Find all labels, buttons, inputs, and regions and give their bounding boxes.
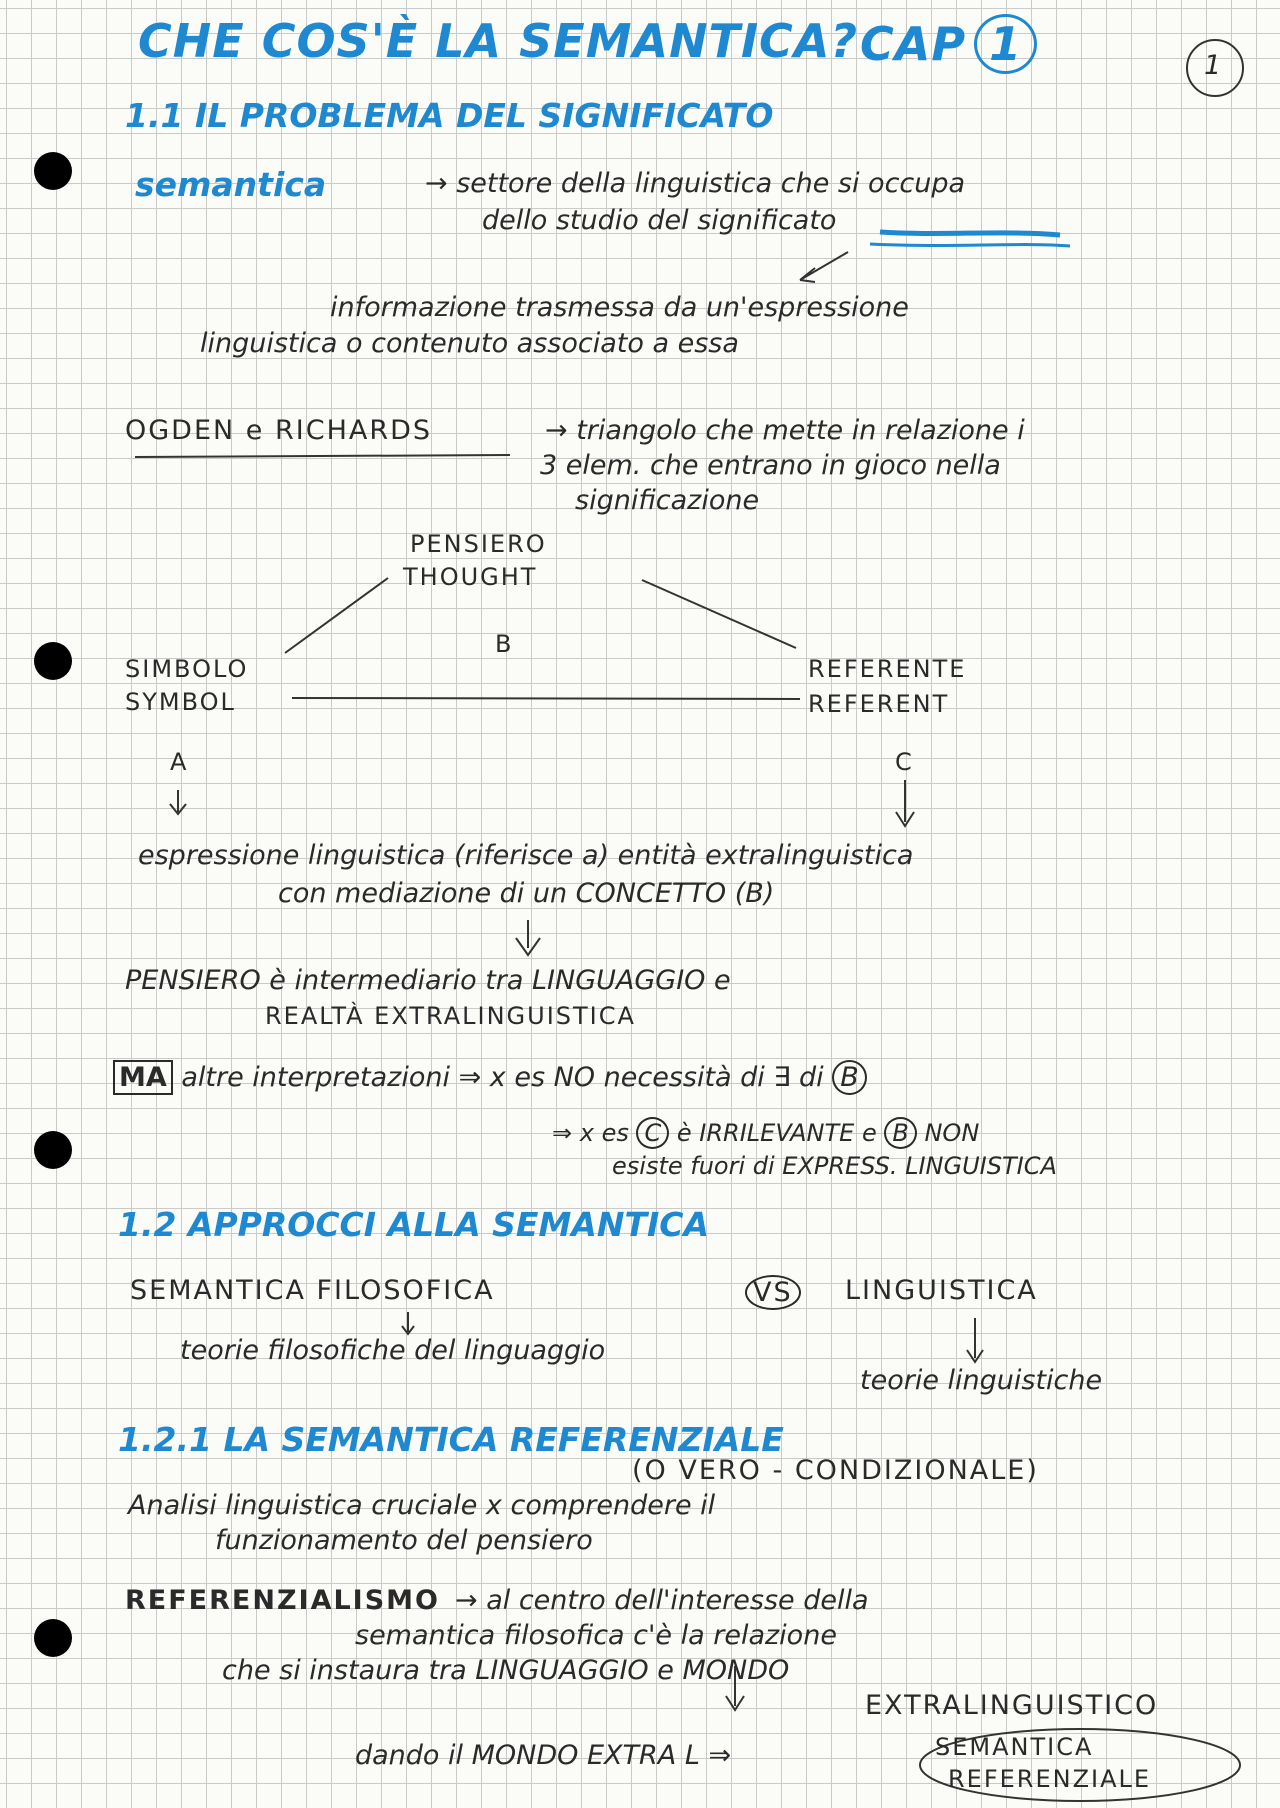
- section-1-2-1-heading: 1.2.1 LA SEMANTICA REFERENZIALE: [118, 1420, 784, 1459]
- semantica-definition-line2: dello studio del significato: [482, 205, 837, 236]
- ref-line1: → al centro dell'interesse della: [455, 1585, 869, 1616]
- ma-line: [113, 1060, 867, 1095]
- chapter-label: [860, 14, 1037, 74]
- semantica-circled: SEMANTICA: [935, 1733, 1094, 1761]
- ma2-prefix: ⇒ x es: [552, 1119, 629, 1147]
- triangle-right-letter: C: [895, 748, 914, 776]
- info-line2: linguistica o contenuto associato a essa: [200, 328, 739, 359]
- binder-hole-3: [34, 1131, 72, 1169]
- referenzialismo-label: REFERENZIALISMO: [125, 1585, 440, 1616]
- teorie-filosofiche: teorie filosofiche del linguaggio: [180, 1335, 606, 1366]
- analisi-line1: Analisi linguistica cruciale x comprendere il: [128, 1490, 716, 1521]
- ma-text: altre interpretazioni ⇒ x es NO necessità di ∃ di: [181, 1062, 824, 1093]
- vs-label: VS: [745, 1275, 801, 1310]
- ref-line4: EXTRALINGUISTICO: [865, 1690, 1159, 1721]
- page-number: 1: [1204, 50, 1222, 81]
- ma2-b-circled: B: [884, 1117, 916, 1149]
- triangle-base: [292, 698, 800, 699]
- last-line: dando il MONDO EXTRA L ⇒: [355, 1740, 732, 1771]
- triangle-left-letter: A: [170, 748, 189, 776]
- vs-circled: [745, 1275, 801, 1310]
- explanation-line1: espressione linguistica (riferisce a) entità extralinguistica: [138, 840, 914, 871]
- arrow-down-linguistica: [967, 1318, 983, 1362]
- pensiero-line2: REALTÀ EXTRALINGUISTICA: [265, 1002, 636, 1030]
- info-line1: informazione trasmessa da un'espressione: [330, 292, 909, 323]
- ogden-desc-line3: significazione: [575, 485, 760, 516]
- triangle-left-line2: SYMBOL: [125, 688, 236, 716]
- ma-line3: esiste fuori di EXPRESS. LINGUISTICA: [612, 1152, 1057, 1180]
- arrow-down-a: [170, 790, 186, 814]
- semantica-filosofica: SEMANTICA FILOSOFICA: [130, 1275, 495, 1306]
- ma2-mid: è IRRILEVANTE e: [676, 1119, 877, 1147]
- triangle-top-line2: THOUGHT: [403, 563, 538, 591]
- significato-arrow: [800, 252, 848, 282]
- ref-line2: semantica filosofica c'è la relazione: [355, 1620, 837, 1651]
- ma2-end: NON: [924, 1119, 980, 1147]
- triangle-right-line2: REFERENT: [808, 690, 950, 718]
- explanation-line2: con mediazione di un CONCETTO (B): [278, 878, 775, 909]
- ref-line3: che si instaura tra LINGUAGGIO e MONDO: [222, 1655, 790, 1686]
- triangle-left-line1: SIMBOLO: [125, 655, 249, 683]
- page-title: CHE COS'È LA SEMANTICA?: [138, 14, 859, 68]
- triangle-right-side: [642, 580, 796, 648]
- ogden-underline: [135, 455, 510, 457]
- section-1-1-heading: 1.1 IL PROBLEMA DEL SIGNIFICATO: [125, 96, 774, 135]
- triangle-right-line1: REFERENTE: [808, 655, 967, 683]
- binder-hole-1: [34, 152, 72, 190]
- ma-line2: [552, 1117, 979, 1149]
- arrow-down-c: [896, 780, 914, 826]
- semantica-definition-line1: → settore della linguistica che si occupa: [425, 168, 966, 199]
- triangle-top-letter: B: [495, 630, 514, 658]
- significato-underline: [880, 232, 1060, 235]
- section-1-2-heading: 1.2 APPROCCI ALLA SEMANTICA: [118, 1205, 710, 1244]
- linguistica: LINGUISTICA: [845, 1275, 1038, 1306]
- significato-underline-2: [870, 244, 1070, 246]
- ogden-richards-label: OGDEN e RICHARDS: [125, 415, 433, 446]
- pensiero-line1: PENSIERO è intermediario tra LINGUAGGIO e: [125, 965, 731, 996]
- ogden-desc-line2: 3 elem. che entrano in gioco nella: [540, 450, 1001, 481]
- chapter-label-text: CAP: [860, 17, 967, 71]
- analisi-line2: funzionamento del pensiero: [215, 1525, 593, 1556]
- teorie-linguistiche: teorie linguistiche: [860, 1365, 1103, 1396]
- binder-hole-4: [34, 1619, 72, 1657]
- ma-label: MA: [113, 1060, 173, 1095]
- ogden-desc-line1: → triangolo che mette in relazione i: [545, 415, 1025, 446]
- arrow-down-filosofica: [402, 1312, 414, 1334]
- section-1-2-1-subheading: (O VERO - CONDIZIONALE): [632, 1455, 1039, 1486]
- binder-hole-2: [34, 642, 72, 680]
- chapter-number: 1: [974, 14, 1037, 74]
- triangle-top-line1: PENSIERO: [410, 530, 547, 558]
- ma2-c-circled: C: [636, 1117, 669, 1149]
- triangle-left-side: [285, 578, 388, 653]
- arrow-down-pensiero: [516, 920, 540, 955]
- referenziale-circled: REFERENZIALE: [948, 1765, 1152, 1793]
- semantica-term: semantica: [135, 165, 327, 204]
- ma-b-circled: B: [832, 1060, 867, 1095]
